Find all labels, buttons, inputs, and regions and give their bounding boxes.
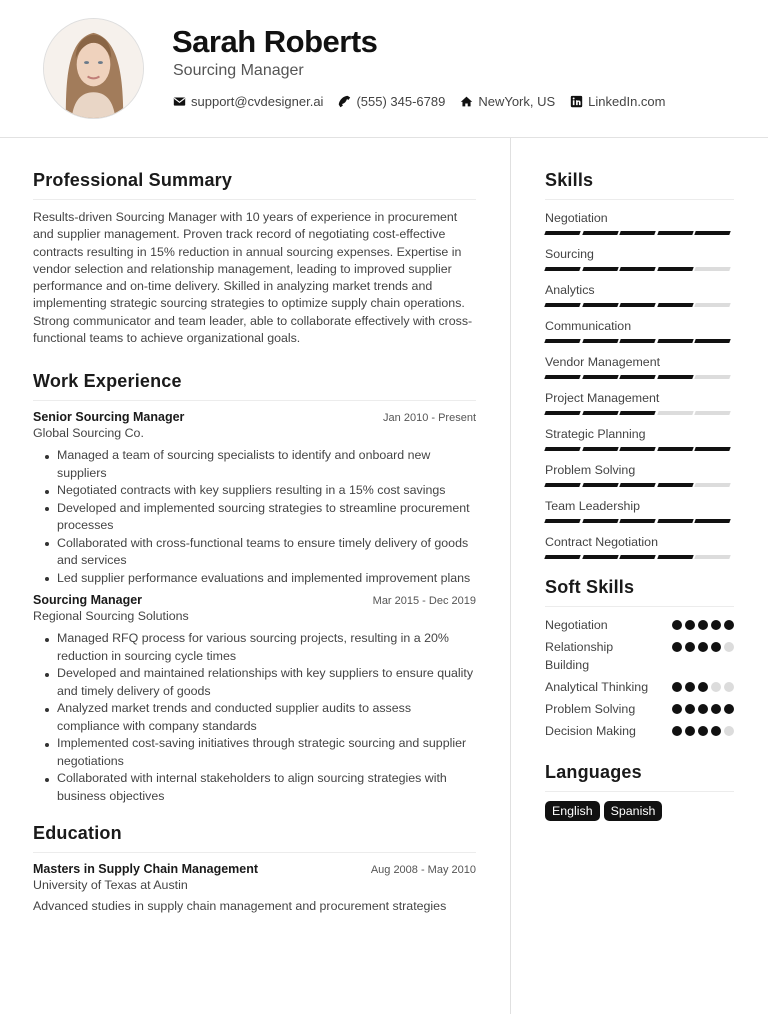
bullet: Collaborated with internal stakeholders to align sourcing strategies with business objectives <box>33 770 476 805</box>
soft-skill-rating <box>669 642 734 652</box>
job-bullets <box>33 630 476 805</box>
school: University of Texas at Austin <box>33 878 188 893</box>
rating-segment <box>544 483 580 487</box>
rating-segment <box>619 303 655 307</box>
rating-segment <box>619 411 655 415</box>
job-entry <box>33 593 476 805</box>
summary-text: Results-driven Sourcing Manager with 10 years of experience in procurement and supplier management. Proven track record of negotiating cost-effective contracts resulting in 15% reduction in annual sourcing expenses. Expertise in vendor selection and relationship management, leading to improved supplier performance and on-time delivery. Skilled in analyzing market trends and implementing strategic sourcing strategies to optimize supply chain operations. Strong communicator and team leader, able to collaborate effectively with cross-functional teams to achieve organizational goals. <box>33 210 473 346</box>
rating-segment <box>582 411 618 415</box>
soft-skill-name: Negotiation <box>545 618 608 632</box>
contact-phone[interactable] <box>338 94 445 109</box>
skill-item <box>545 497 734 523</box>
rating-segment <box>694 447 730 451</box>
education-date: Aug 2008 - May 2010 <box>370 864 476 877</box>
rating-segment <box>544 519 580 523</box>
skill-rating-bar <box>545 303 734 307</box>
rating-dot-icon <box>672 704 682 714</box>
skills-list <box>545 209 734 559</box>
skill-item <box>545 533 734 559</box>
skill-name: Project Management <box>545 391 660 405</box>
bullet: Managed RFQ process for various sourcing projects, resulting in a 20% reduction in sourcing cycle times <box>33 630 476 665</box>
resume-header <box>0 0 768 138</box>
skill-item <box>545 389 734 415</box>
rating-dot-icon <box>724 682 734 692</box>
soft-skill-rating <box>669 726 734 736</box>
rating-segment <box>582 519 618 523</box>
language-tag: Spanish <box>604 801 663 821</box>
rating-dot-icon <box>672 682 682 692</box>
rating-segment <box>657 555 693 559</box>
rating-segment <box>657 411 693 415</box>
rating-segment <box>694 303 730 307</box>
rating-dot-icon <box>698 682 708 692</box>
skill-item <box>545 281 734 307</box>
skill-item <box>545 245 734 271</box>
bullet: Negotiated contracts with key suppliers resulting in a 15% cost savings <box>33 482 476 500</box>
rating-segment <box>619 267 655 271</box>
rating-dot-icon <box>711 642 721 652</box>
skill-name: Team Leadership <box>545 499 641 513</box>
rating-segment <box>694 519 730 523</box>
candidate-name: Sarah Roberts <box>172 24 378 59</box>
section-title-languages: Languages <box>545 762 734 792</box>
rating-dot-icon <box>711 726 721 736</box>
rating-segment <box>619 375 655 379</box>
section-title-experience: Work Experience <box>33 371 476 401</box>
column-divider <box>510 138 511 1014</box>
rating-segment <box>544 411 580 415</box>
skill-name: Communication <box>545 319 632 333</box>
candidate-title: Sourcing Manager <box>173 62 304 79</box>
rating-segment <box>544 231 580 235</box>
job-role: Senior Sourcing Manager <box>33 410 185 425</box>
rating-segment <box>657 339 693 343</box>
home-icon <box>460 95 473 108</box>
skill-rating-bar <box>545 447 734 451</box>
soft-skill-name: Problem Solving <box>545 702 636 716</box>
rating-segment <box>657 267 693 271</box>
education-section <box>33 823 476 916</box>
skill-item <box>545 353 734 379</box>
skill-item <box>545 209 734 235</box>
languages-section <box>545 762 734 821</box>
rating-segment <box>619 231 655 235</box>
rating-segment <box>582 375 618 379</box>
skill-name: Problem Solving <box>545 463 636 477</box>
rating-segment <box>657 519 693 523</box>
skill-rating-bar <box>545 555 734 559</box>
bullet: Managed a team of sourcing specialists to identify and onboard new suppliers <box>33 447 476 482</box>
job-date: Mar 2015 - Dec 2019 <box>372 595 476 608</box>
main-column <box>33 170 476 916</box>
soft-skill-rating <box>669 620 734 630</box>
rating-segment <box>544 267 580 271</box>
degree: Masters in Supply Chain Management <box>33 862 259 877</box>
rating-segment <box>619 447 655 451</box>
section-title-education: Education <box>33 823 476 853</box>
skill-name: Analytics <box>545 283 595 297</box>
education-description: Advanced studies in supply chain management and procurement strategies <box>33 899 447 914</box>
rating-segment <box>582 555 618 559</box>
bullet: Developed and maintained relationships with key suppliers to ensure quality and timely delivery of goods <box>33 665 476 700</box>
skill-rating-bar <box>545 411 734 415</box>
summary-section <box>33 170 476 347</box>
rating-segment <box>582 231 618 235</box>
rating-dot-icon <box>711 682 721 692</box>
skill-name: Contract Negotiation <box>545 535 658 549</box>
job-bullets <box>33 447 476 587</box>
rating-dot-icon <box>672 642 682 652</box>
rating-dot-icon <box>698 620 708 630</box>
rating-segment <box>582 483 618 487</box>
rating-dot-icon <box>685 642 695 652</box>
skill-rating-bar <box>545 231 734 235</box>
contact-location <box>460 94 555 109</box>
skill-rating-bar <box>545 339 734 343</box>
soft-skills-section <box>545 577 734 740</box>
contact-linkedin-text: LinkedIn.com <box>588 94 666 109</box>
bullet: Implemented cost-saving initiatives through strategic sourcing and supplier negotiations <box>33 735 476 770</box>
rating-dot-icon <box>685 704 695 714</box>
rating-segment <box>619 339 655 343</box>
job-date: Jan 2010 - Present <box>383 412 476 425</box>
experience-section <box>33 371 476 805</box>
rating-dot-icon <box>698 726 708 736</box>
skill-name: Vendor Management <box>545 355 661 369</box>
skill-rating-bar <box>545 483 734 487</box>
rating-dot-icon <box>711 620 721 630</box>
bullet: Developed and implemented sourcing strategies to streamline procurement processes <box>33 500 476 535</box>
soft-skill-item <box>545 722 734 740</box>
soft-skill-item <box>545 638 734 674</box>
rating-dot-icon <box>724 620 734 630</box>
rating-segment <box>657 483 693 487</box>
contact-email-text: support@cvdesigner.ai <box>191 94 324 109</box>
skill-name: Negotiation <box>545 211 608 225</box>
skill-item <box>545 425 734 451</box>
soft-skill-item <box>545 678 734 696</box>
section-title-skills: Skills <box>545 170 734 200</box>
contact-bar <box>173 94 681 109</box>
soft-skill-name: Analytical Thinking <box>545 680 649 694</box>
skill-item <box>545 317 734 343</box>
rating-segment <box>657 231 693 235</box>
soft-skill-item <box>545 616 734 634</box>
rating-segment <box>619 519 655 523</box>
contact-phone-text: (555) 345-6789 <box>356 94 446 109</box>
job-role: Sourcing Manager <box>33 593 143 608</box>
rating-segment <box>619 555 655 559</box>
rating-segment <box>694 375 730 379</box>
languages-list <box>545 801 734 821</box>
rating-segment <box>657 447 693 451</box>
job-entry <box>33 410 476 587</box>
section-title-soft-skills: Soft Skills <box>545 577 734 607</box>
rating-segment <box>694 555 730 559</box>
rating-segment <box>544 375 580 379</box>
education-entry <box>33 862 476 916</box>
rating-dot-icon <box>685 726 695 736</box>
rating-dot-icon <box>724 726 734 736</box>
rating-segment <box>694 339 730 343</box>
profile-photo <box>43 18 144 119</box>
skill-rating-bar <box>545 267 734 271</box>
contact-location-text: NewYork, US <box>478 94 556 109</box>
rating-dot-icon <box>672 726 682 736</box>
job-company: Regional Sourcing Solutions <box>33 609 189 624</box>
rating-dot-icon <box>724 642 734 652</box>
rating-segment <box>694 411 730 415</box>
rating-segment <box>694 483 730 487</box>
contact-linkedin[interactable] <box>570 94 665 109</box>
rating-segment <box>694 267 730 271</box>
phone-icon <box>338 95 351 108</box>
rating-segment <box>657 303 693 307</box>
rating-segment <box>544 303 580 307</box>
skill-name: Sourcing <box>545 247 594 261</box>
rating-dot-icon <box>711 704 721 714</box>
skills-section <box>545 170 734 559</box>
contact-email[interactable] <box>173 94 323 109</box>
rating-segment <box>582 339 618 343</box>
bullet: Collaborated with cross-functional teams to ensure timely delivery of goods and services <box>33 535 476 570</box>
skill-rating-bar <box>545 375 734 379</box>
rating-segment <box>544 447 580 451</box>
skill-item <box>545 461 734 487</box>
soft-skill-name: Relationship Building <box>545 640 614 672</box>
portrait-icon <box>44 19 143 118</box>
rating-dot-icon <box>698 704 708 714</box>
rating-dot-icon <box>685 682 695 692</box>
soft-skill-name: Decision Making <box>545 724 636 738</box>
rating-segment <box>657 375 693 379</box>
language-tag: English <box>545 801 600 821</box>
section-title-summary: Professional Summary <box>33 170 476 200</box>
rating-segment <box>582 447 618 451</box>
rating-dot-icon <box>685 620 695 630</box>
soft-skill-rating <box>669 682 734 692</box>
bullet: Analyzed market trends and conducted supplier audits to assess compliance with company standards <box>33 700 476 735</box>
soft-skill-rating <box>669 704 734 714</box>
rating-dot-icon <box>672 620 682 630</box>
linkedin-icon <box>570 95 583 108</box>
rating-segment <box>544 555 580 559</box>
rating-segment <box>619 483 655 487</box>
rating-segment <box>582 303 618 307</box>
envelope-icon <box>173 95 186 108</box>
rating-segment <box>694 231 730 235</box>
rating-segment <box>582 267 618 271</box>
rating-dot-icon <box>698 642 708 652</box>
soft-skill-item <box>545 700 734 718</box>
bullet: Led supplier performance evaluations and implemented improvement plans <box>33 570 476 588</box>
rating-segment <box>544 339 580 343</box>
job-company: Global Sourcing Co. <box>33 426 144 441</box>
skill-name: Strategic Planning <box>545 427 646 441</box>
sidebar-column <box>545 170 734 821</box>
rating-dot-icon <box>724 704 734 714</box>
skill-rating-bar <box>545 519 734 523</box>
soft-skills-list <box>545 616 734 740</box>
